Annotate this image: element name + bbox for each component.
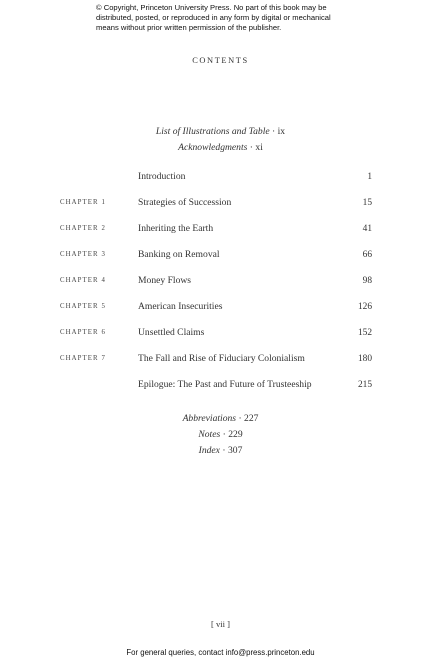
chapter-page-number: 41 [362,224,372,234]
toc-entry-chapter-5 [0,299,441,325]
chapter-title: Epilogue: The Past and Future of Trusteeship [138,379,312,390]
toc-entry-chapter-4 [0,273,441,299]
back-matter-title: Notes [198,429,221,440]
copyright-line: means without prior written permission of the publisher. [96,23,282,33]
back-matter-entry [0,411,441,427]
chapter-page-number: 66 [362,250,372,260]
chapter-title: Banking on Removal [138,249,220,260]
chapter-page-number: 98 [362,276,372,286]
back-matter-entry [0,427,441,443]
back-matter-entry [0,443,441,459]
chapter-page-number: 180 [357,354,372,364]
chapter-page-number: 215 [357,380,372,390]
front-matter-title: Acknowledgments [178,142,248,153]
back-matter-title: Abbreviations [182,413,237,424]
back-matter-separator: · [222,445,226,456]
front-matter-entry [0,124,441,140]
toc-entry-introduction [0,169,441,195]
back-matter-title: Index [198,445,220,456]
chapter-title: Strategies of Succession [138,197,232,208]
chapter-page-number: 152 [357,328,372,338]
chapter-label: CHAPTER 5 [60,303,106,310]
page-title: CONTENTS [192,56,249,65]
front-matter-entry [0,140,441,156]
chapter-label: CHAPTER 1 [60,199,106,206]
front-matter-page: xi [255,142,263,153]
back-matter-separator: · [238,413,242,424]
back-matter-separator: · [222,429,226,440]
chapter-page-number: 15 [362,198,372,208]
chapter-title: Unsettled Claims [138,327,205,338]
footer-contact-note: For general queries, contact info@press.princeton.edu [126,648,315,657]
chapter-label: CHAPTER 6 [60,329,106,336]
back-matter-page: 307 [227,445,243,456]
chapter-title: The Fall and Rise of Fiduciary Colonialism [138,353,305,364]
chapter-label: CHAPTER 7 [60,355,106,362]
front-matter-separator: · [272,126,276,137]
copyright-notice [96,3,396,34]
front-matter-separator: · [249,142,253,153]
back-matter-page: 227 [244,413,259,424]
back-matter-page: 229 [228,429,243,440]
chapter-title: Money Flows [138,275,192,286]
chapter-label: CHAPTER 3 [60,251,106,258]
copyright-line: © Copyright, Princeton University Press. No part of this book may be [96,3,327,12]
front-matter-title: List of Illustrations and Table [155,126,270,137]
chapter-title: Introduction [138,171,186,182]
toc-entry-chapter-7 [0,351,441,377]
front-matter-list [0,124,441,156]
toc-entry-chapter-6 [0,325,441,351]
table-of-contents [0,169,441,403]
page-number: [ vii ] [210,619,231,629]
chapter-page-number: 1 [367,172,372,182]
toc-entry-chapter-2 [0,221,441,247]
chapter-page-number: 126 [357,302,372,312]
chapter-title: Inheriting the Earth [138,223,214,234]
chapter-label: CHAPTER 2 [60,225,106,232]
toc-entry-epilogue [0,377,441,403]
toc-entry-chapter-1 [0,195,441,221]
chapter-title: American Insecurities [138,301,223,312]
toc-entry-chapter-3 [0,247,441,273]
back-matter-list [0,411,441,459]
chapter-label: CHAPTER 4 [60,277,106,284]
copyright-line: distributed, posted, or reproduced in any form by digital or mechanical [96,13,331,23]
front-matter-page: ix [277,126,286,137]
